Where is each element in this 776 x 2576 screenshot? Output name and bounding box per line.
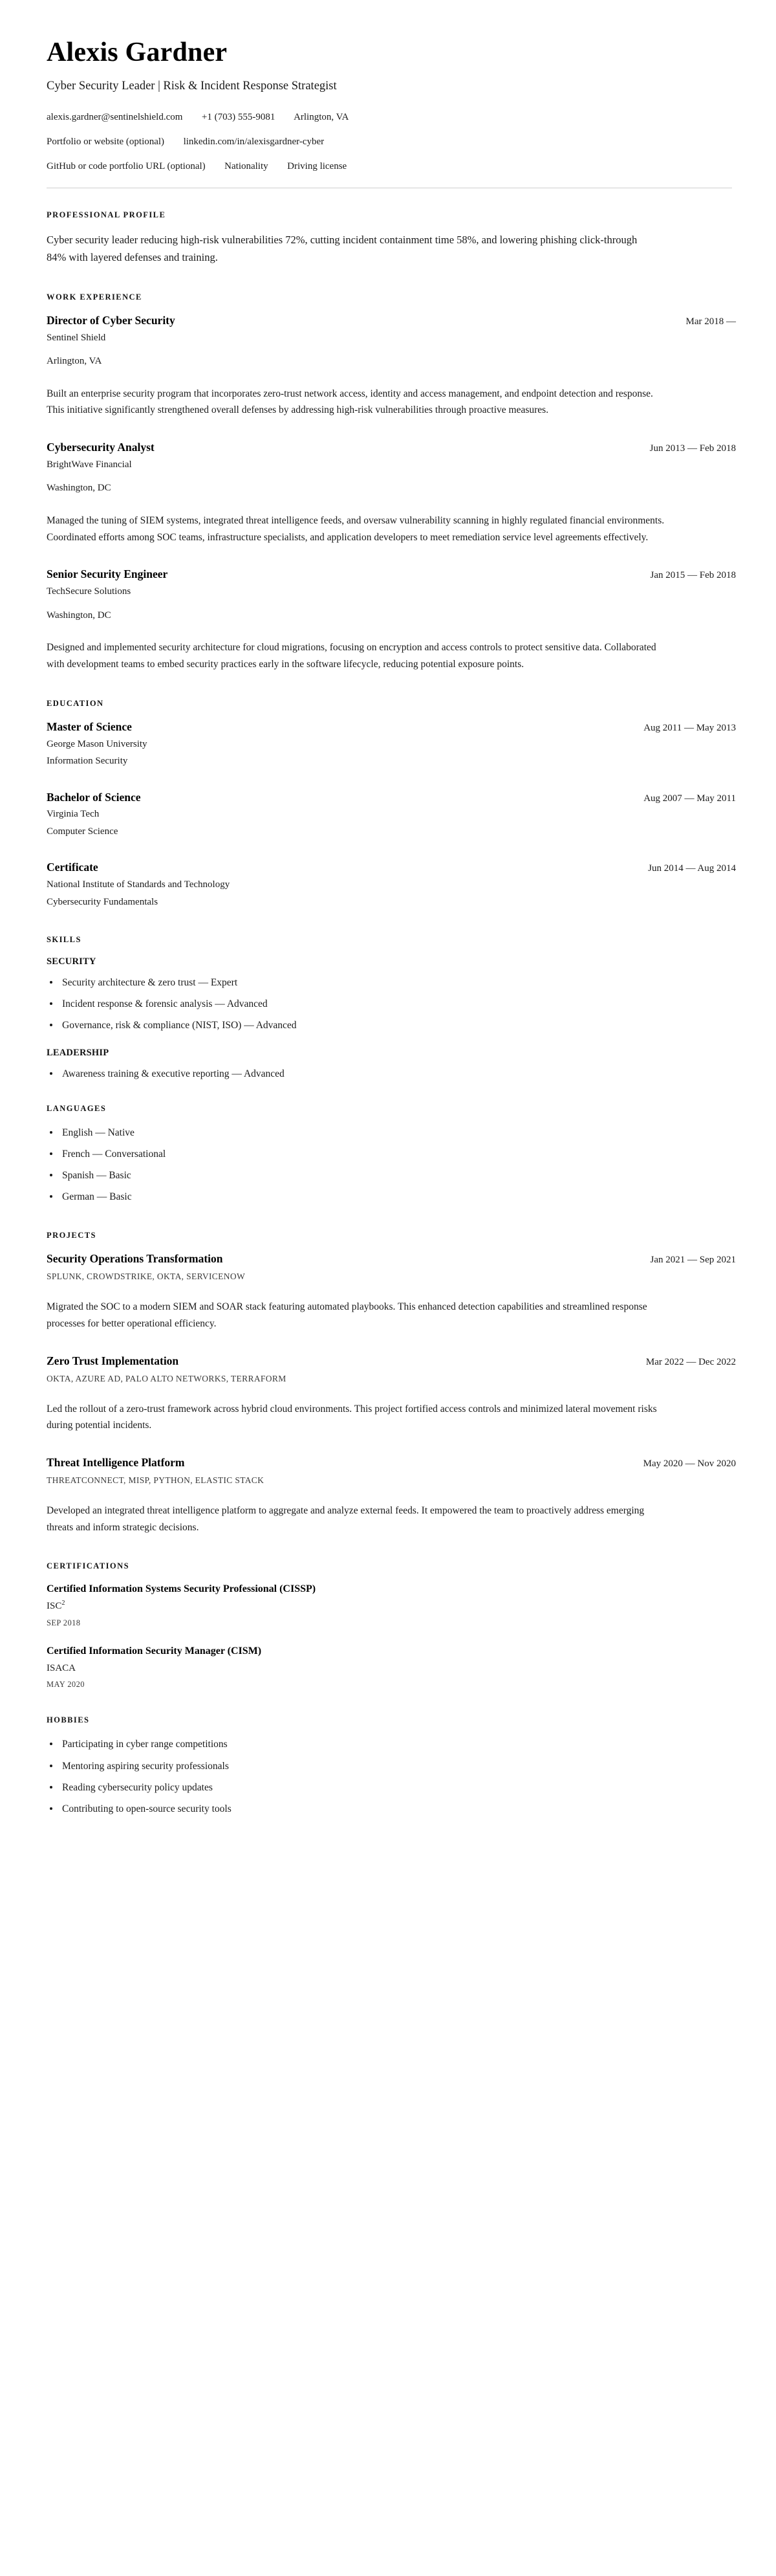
section-hobbies: [47, 1715, 736, 1816]
section-work-experience: [47, 292, 736, 673]
field-of-study: Information Security: [47, 756, 128, 767]
work-entry: [47, 441, 736, 545]
job-dates: Mar 2018 —: [685, 316, 736, 327]
job-description: Built an enterprise security program that incorporates zero-trust network access, identity and access management, and endpoint detection and response. This initiative significantly strengthened overall defenses by addressing high-risk vulnerabilities through proactive measures.: [47, 388, 653, 416]
contact-nationality-placeholder[interactable]: Nationality: [224, 160, 268, 171]
contact-linkedin[interactable]: linkedin.com/in/alexisgardner-cyber: [183, 136, 325, 147]
school-name: Virginia Tech: [47, 809, 100, 820]
project-tech-stack: SPLUNK, CROWDSTRIKE, OKTA, SERVICENOW: [47, 1271, 246, 1282]
project-title: Zero Trust Implementation: [47, 1354, 179, 1367]
project-entry: [47, 1252, 736, 1332]
language-item: Spanish — Basic: [47, 1168, 736, 1183]
certification-title: Certified Information Security Manager (CISM): [47, 1645, 262, 1657]
job-location: Arlington, VA: [47, 356, 102, 367]
education-entry-header: [47, 720, 736, 734]
section-heading-languages: LANGUAGES: [47, 1104, 107, 1114]
candidate-name: Alexis Gardner: [47, 38, 228, 67]
contact-driving-license-placeholder[interactable]: Driving license: [287, 160, 347, 171]
project-tech-stack: OKTA, AZURE AD, PALO ALTO NETWORKS, TERRAFORM: [47, 1373, 286, 1383]
section-professional-profile: [47, 210, 736, 266]
degree-title: Bachelor of Science: [47, 790, 141, 804]
education-entry-header: [47, 791, 736, 805]
project-description: Developed an integrated threat intelligence platform to aggregate and analyze external feeds. It empowered the team to proactively address emerging threats and inform strategic decisions.: [47, 1504, 645, 1533]
certification-issuer: [47, 1599, 736, 1614]
skill-item: Governance, risk & compliance (NIST, ISO) — Advanced: [47, 1018, 736, 1033]
contact-email[interactable]: alexis.gardner@sentinelshield.com: [47, 112, 183, 123]
certification-entry: [47, 1583, 736, 1628]
job-title: Senior Security Engineer: [47, 567, 168, 581]
skill-item: Incident response & forensic analysis — Advanced: [47, 996, 736, 1012]
degree-title: Certificate: [47, 861, 98, 874]
hobby-list: [47, 1737, 736, 1816]
skill-group-security: [47, 956, 736, 1033]
contact-portfolio-placeholder[interactable]: Portfolio or website (optional): [47, 136, 165, 147]
contact-location: Arlington, VA: [294, 112, 349, 123]
work-entry: [47, 314, 736, 419]
project-title: Security Operations Transformation: [47, 1252, 223, 1266]
profile-summary-text: Cyber security leader reducing high-risk vulnerabilities 72%, cutting incident containment time 58%, and lowering phishing click-through 84% with layered defenses and training.: [47, 234, 638, 264]
resume-header: [47, 38, 736, 173]
work-entry-header: [47, 441, 736, 455]
job-description: Managed the tuning of SIEM systems, integrated threat intelligence feeds, and oversaw vulnerability scanning in highly regulated financial environments. Coordinated efforts among SOC teams, infrastructure specialists, and application developers to meet remediation service level agreements effectively.: [47, 514, 665, 543]
candidate-headline: Cyber Security Leader | Risk & Incident Response Strategist: [47, 80, 337, 93]
school-name: George Mason University: [47, 738, 147, 749]
contact-row-links: [47, 135, 736, 149]
education-entry: [47, 791, 736, 839]
skill-list: [47, 975, 736, 1033]
certification-issuer: [47, 1661, 736, 1676]
section-heading-hobbies: HOBBIES: [47, 1715, 90, 1725]
section-heading-skills: SKILLS: [47, 935, 81, 945]
project-description: Led the rollout of a zero-trust framework across hybrid cloud environments. This project fortified access controls and minimized lateral movement risks during potential incidents.: [47, 1403, 657, 1431]
job-dates: Jan 2015 — Feb 2018: [650, 570, 736, 581]
work-entry-header: [47, 567, 736, 582]
section-languages: [47, 1104, 736, 1205]
language-item: French — Conversational: [47, 1147, 736, 1162]
job-location: Washington, DC: [47, 483, 111, 494]
hobby-item: Reading cybersecurity policy updates: [47, 1780, 736, 1796]
contact-row-primary: [47, 111, 736, 125]
school-name: National Institute of Standards and Technology: [47, 879, 230, 890]
project-tech-stack: THREATCONNECT, MISP, PYTHON, ELASTIC STACK: [47, 1475, 264, 1485]
skill-item: Security architecture & zero trust — Expert: [47, 975, 736, 991]
language-item: German — Basic: [47, 1189, 736, 1205]
section-projects: [47, 1231, 736, 1536]
job-description: Designed and implemented security architecture for cloud migrations, focusing on encryption and access controls to protect sensitive data. Collaborated with development teams to embed security practices early in the software lifecycle, reducing potential exposure points.: [47, 642, 656, 670]
degree-title: Master of Science: [47, 720, 132, 733]
work-entry: [47, 567, 736, 672]
education-entry: [47, 861, 736, 909]
project-dates: Jan 2021 — Sep 2021: [650, 1255, 736, 1266]
work-entry-header: [47, 314, 736, 328]
language-item: English — Native: [47, 1125, 736, 1141]
hobby-item: Participating in cyber range competitions: [47, 1737, 736, 1752]
project-entry-header: [47, 1456, 736, 1470]
section-heading-education: EDUCATION: [47, 698, 104, 708]
skill-group-title: LEADERSHIP: [47, 1048, 109, 1059]
project-entry-header: [47, 1252, 736, 1266]
field-of-study: Cybersecurity Fundamentals: [47, 896, 158, 907]
certification-date: SEP 2018: [47, 1618, 81, 1627]
section-heading-projects: PROJECTS: [47, 1231, 96, 1240]
job-title: Cybersecurity Analyst: [47, 441, 155, 454]
project-dates: Mar 2022 — Dec 2022: [645, 1356, 736, 1367]
skill-item: Awareness training & executive reporting — Advanced: [47, 1066, 736, 1082]
hobby-item: Contributing to open-source security tools: [47, 1801, 736, 1817]
certification-title: Certified Information Systems Security Professional (CISSP): [47, 1583, 316, 1595]
education-entry: [47, 720, 736, 769]
section-skills: [47, 935, 736, 1082]
job-dates: Jun 2013 — Feb 2018: [649, 443, 736, 454]
degree-dates: Jun 2014 — Aug 2014: [648, 863, 736, 874]
field-of-study: Computer Science: [47, 826, 118, 837]
project-dates: May 2020 — Nov 2020: [643, 1459, 736, 1470]
project-entry: [47, 1354, 736, 1434]
contact-row-optional: [47, 160, 736, 174]
certification-entry: [47, 1645, 736, 1690]
section-education: [47, 699, 736, 910]
section-heading-work: WORK EXPERIENCE: [47, 292, 142, 302]
project-entry-header: [47, 1354, 736, 1369]
project-description: Migrated the SOC to a modern SIEM and SOAR stack featuring automated playbooks. This enhanced detection capabilities and streamlined response processes for better operational efficiency.: [47, 1301, 647, 1330]
job-company: TechSecure Solutions: [47, 586, 131, 597]
skill-list: [47, 1066, 736, 1082]
job-location: Washington, DC: [47, 610, 111, 621]
skill-group-title: SECURITY: [47, 956, 96, 967]
job-title: Director of Cyber Security: [47, 313, 175, 327]
education-entry-header: [47, 861, 736, 875]
project-title: Threat Intelligence Platform: [47, 1456, 185, 1470]
certification-date: MAY 2020: [47, 1680, 85, 1690]
certification-issuer-name: ISC: [47, 1601, 62, 1612]
section-heading-profile: PROFESSIONAL PROFILE: [47, 210, 166, 220]
degree-dates: Aug 2007 — May 2011: [643, 793, 736, 804]
certification-issuer-name: ISACA: [47, 1662, 76, 1673]
project-entry: [47, 1456, 736, 1536]
degree-dates: Aug 2011 — May 2013: [643, 722, 736, 733]
section-certifications: [47, 1561, 736, 1690]
skill-group-leadership: [47, 1048, 736, 1082]
job-company: BrightWave Financial: [47, 459, 132, 470]
certification-issuer-superscript: 2: [61, 1600, 65, 1607]
section-heading-certifications: CERTIFICATIONS: [47, 1561, 129, 1571]
language-list: [47, 1125, 736, 1205]
contact-phone[interactable]: +1 (703) 555-9081: [201, 112, 275, 123]
job-company: Sentinel Shield: [47, 332, 106, 343]
contact-github-placeholder[interactable]: GitHub or code portfolio URL (optional): [47, 160, 206, 171]
hobby-item: Mentoring aspiring security professionals: [47, 1759, 736, 1774]
